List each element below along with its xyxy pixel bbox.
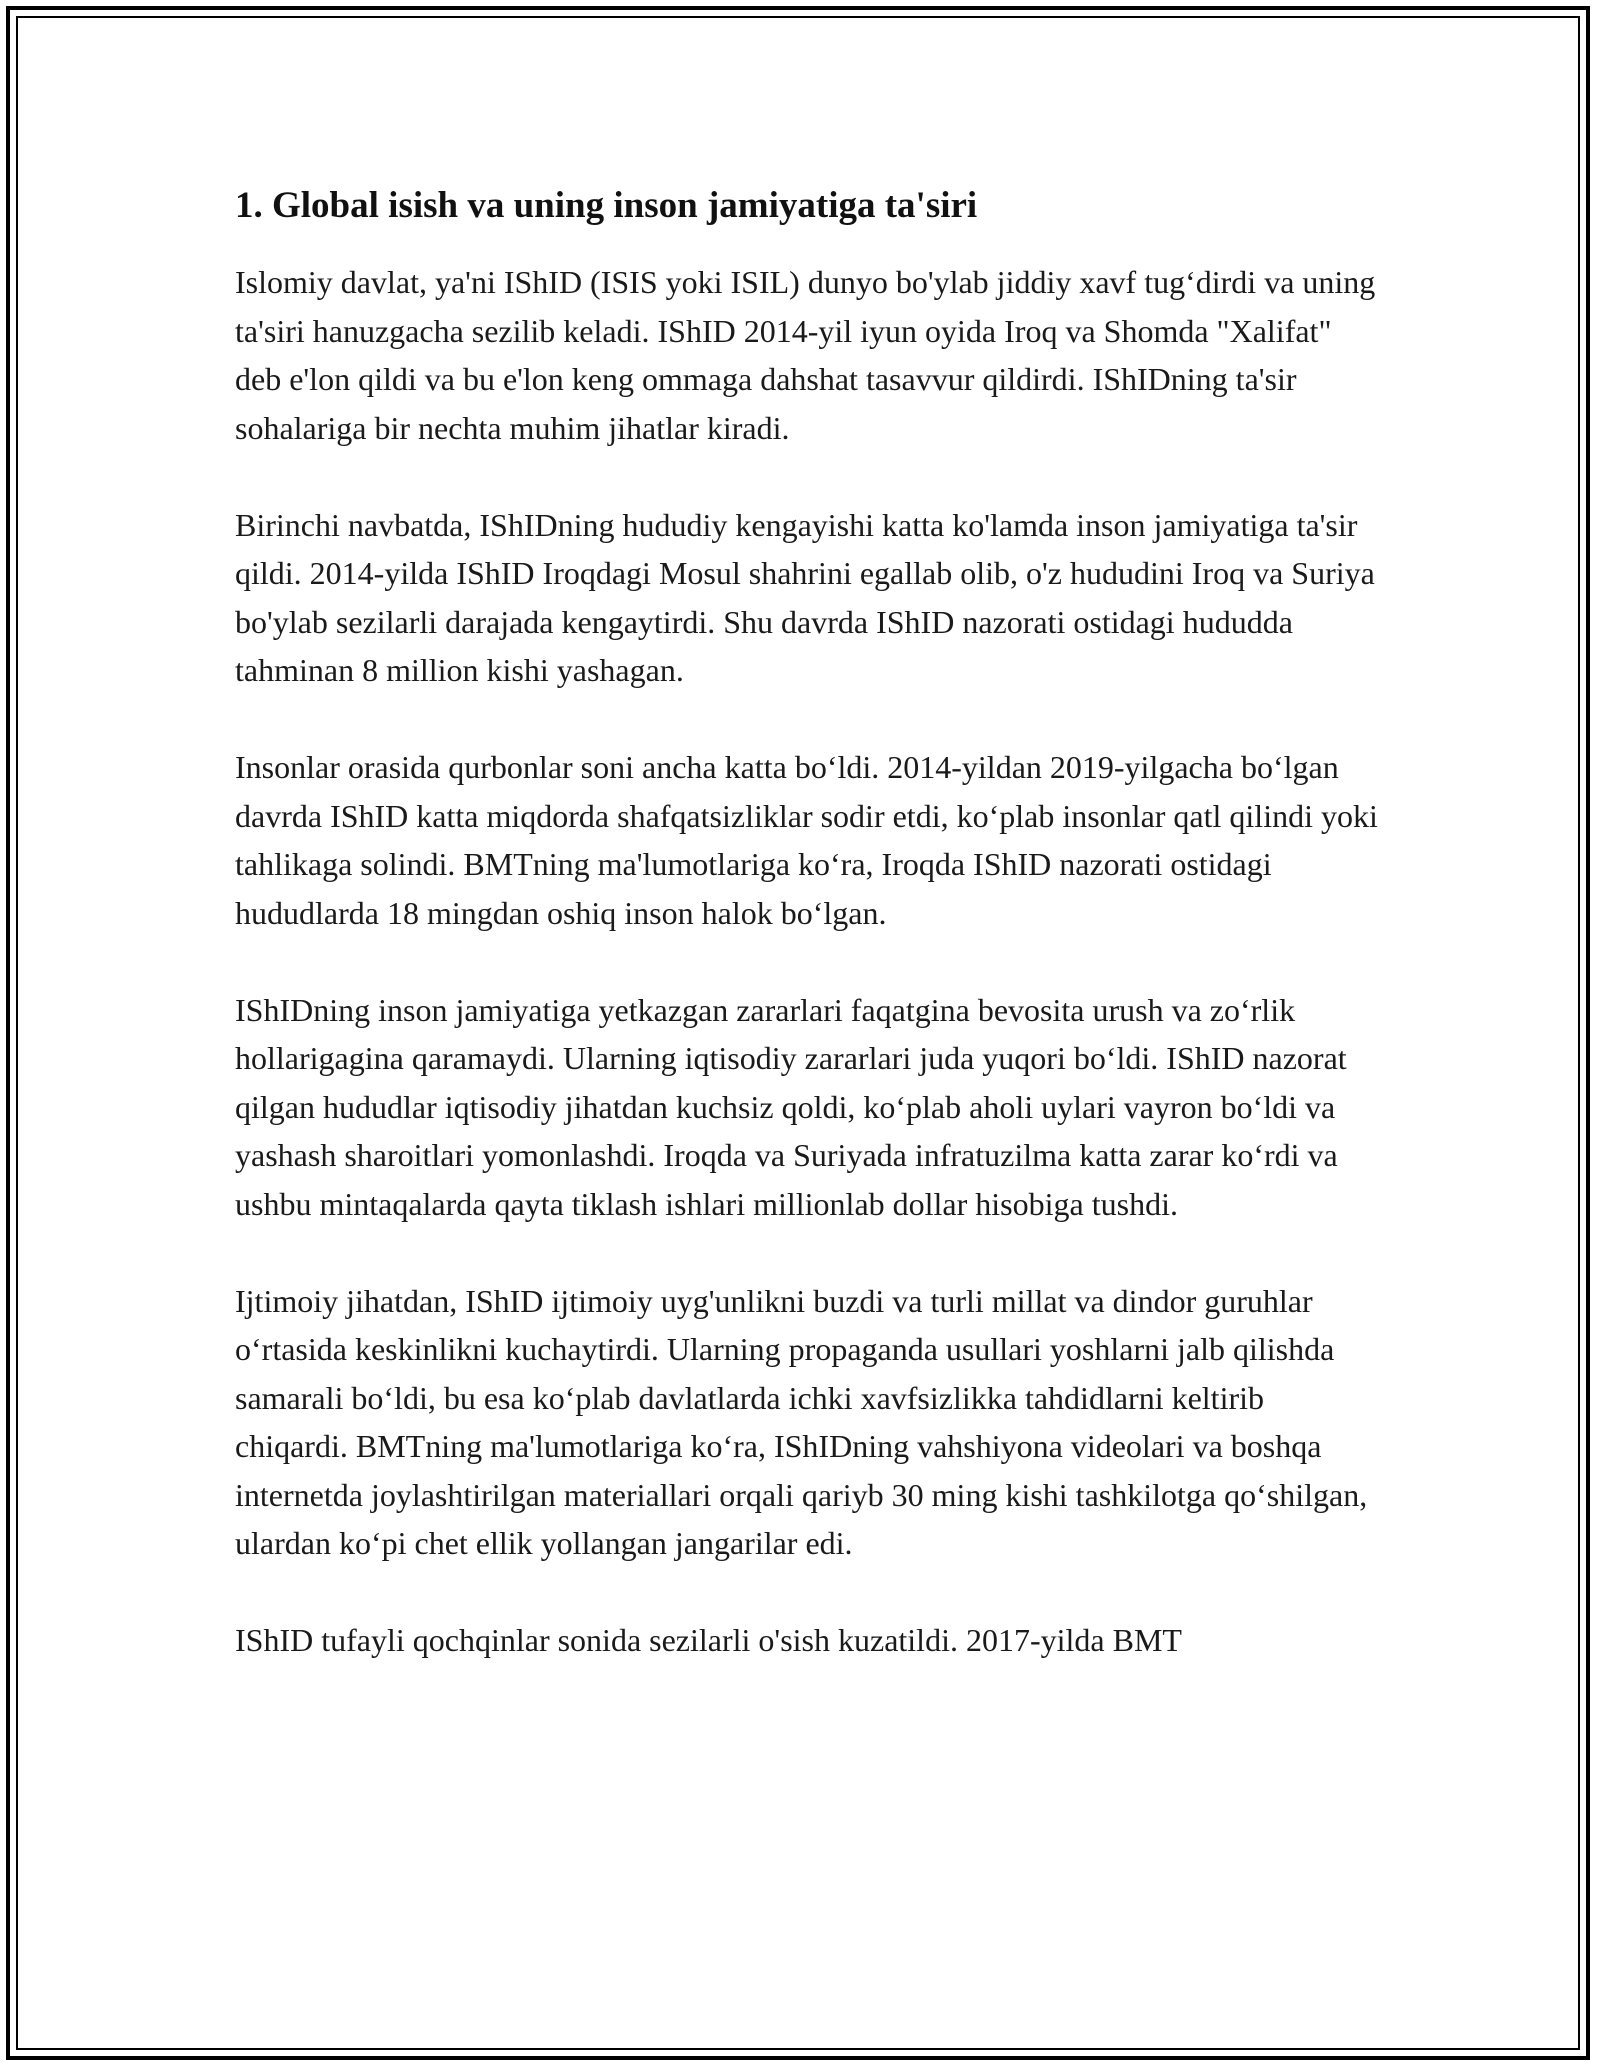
paragraph-refugees: IShID tufayli qochqinlar sonida sezilarli o'sish kuzatildi. 2017-yilda BMT [235, 1622, 1182, 1659]
paragraph-casualties: Insonlar orasida qurbonlar soni ancha katta bo‘ldi. 2014-yildan 2019-yilgacha bo‘lgan davrda IShID katta miqdorda shafqatsizliklar sodir etdi, ko‘plab insonlar qatl qilindi yoki tahlikaga solindi. BMTning ma'lumotlariga ko‘ra, Iroqda IShID nazorati ostidagi hududlarda 18 mingdan oshiq inson halok bo‘lgan. [235, 749, 1378, 931]
section-heading: 1. Global isish va uning inson jamiyatiga ta'siri [235, 185, 978, 226]
paragraph-intro: Islomiy davlat, ya'ni IShID (ISIS yoki ISIL) dunyo bo'ylab jiddiy xavf tug‘dirdi va uning ta'siri hanuzgacha sezilib keladi. IShID 2014-yil iyun oyida Iroq va Shomda "Xalifat" deb e'lon qildi va bu e'lon keng ommaga dahshat tasavvur qildirdi. IShIDning ta'sir sohalariga bir nechta muhim jihatlar kiradi. [235, 264, 1376, 446]
document-body [235, 184, 1380, 1713]
paragraph-social-impact: Ijtimoiy jihatdan, IShID ijtimoiy uyg'unlikni buzdi va turli millat va dindor guruhlar o‘rtasida keskinlikni kuchaytirdi. Ularning propaganda usullari yoshlarni jalb qilishda samarali bo‘ldi, bu esa ko‘plab davlatlarda ichki xavfsizlikka tahdidlarni keltirib chiqardi. BMTning ma'lumotlariga ko‘ra, IShIDning vahshiyona videolari va boshqa internetda joylashtirilgan materiallari orqali qariyb 30 ming kishi tashkilotga qo‘shilgan, ulardan ko‘pi chet ellik yollangan jangarilar edi. [235, 1282, 1368, 1562]
paragraph-economic-damage: IShIDning inson jamiyatiga yetkazgan zararlari faqatgina bevosita urush va zo‘rlik hollarigagina qaramaydi. Ularning iqtisodiy zararlari juda yuqori bo‘ldi. IShID nazorat qilgan hududlar iqtisodiy jihatdan kuchsiz qoldi, ko‘plab aholi uylari vayron bo‘ldi va yashash sharoitlari yomonlashdi. Iroqda va Suriyada infratuzilma katta zarar ko‘rdi va ushbu mintaqalarda qayta tiklash ishlari millionlab dollar hisobiga tushdi. [235, 991, 1347, 1222]
paragraph-territory: Birinchi navbatda, IShIDning hududiy kengayishi katta ko'lamda inson jamiyatiga ta'sir qildi. 2014-yilda IShID Iroqdagi Mosul shahrini egallab olib, o'z hududini Iroq va Suriya bo'ylab sezilarli darajada kengaytirdi. Shu davrda IShID nazorati ostidagi hududda tahminan 8 million kishi yashagan. [235, 506, 1375, 689]
